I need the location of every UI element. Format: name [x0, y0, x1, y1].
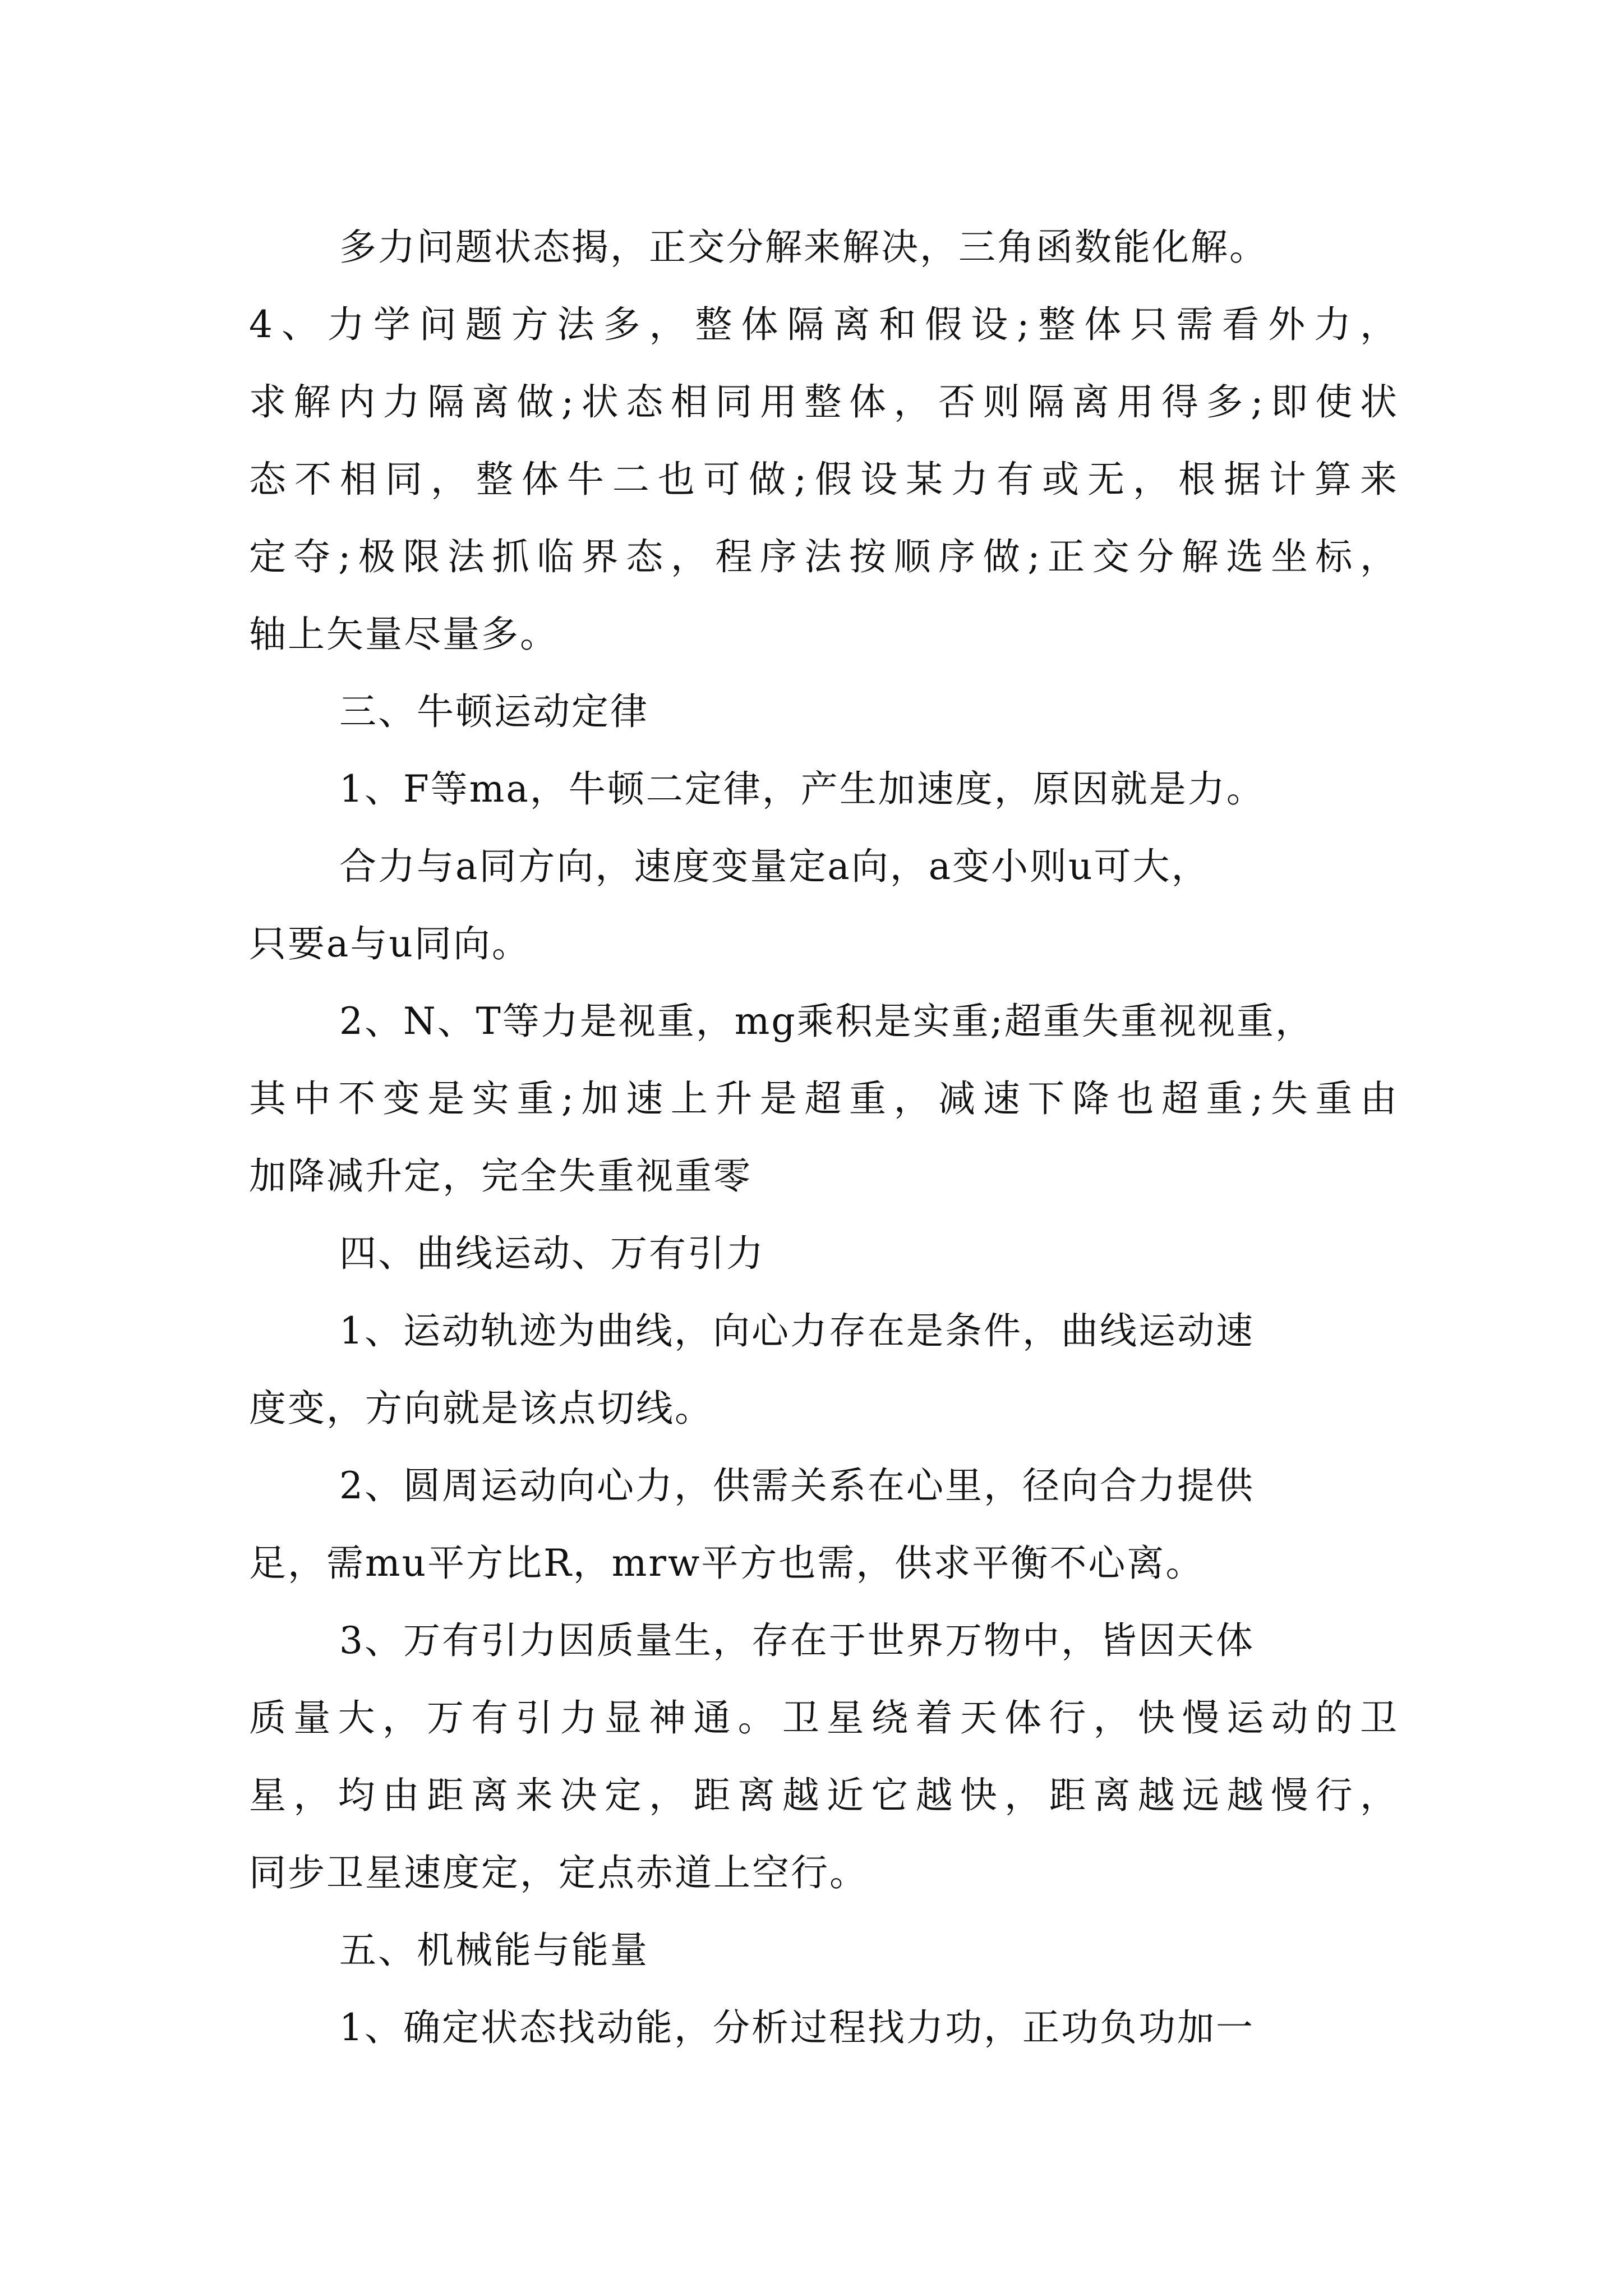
text-line: 4、力学问题方法多，整体隔离和假设;整体只需看外力， — [249, 303, 1399, 346]
text-line: 态不相同，整体牛二也可做;假设某力有或无，根据计算来 — [249, 458, 1399, 501]
text-line: 多力问题状态揭，正交分解来解决，三角函数能化解。 — [339, 226, 1268, 269]
text-line: 度变，方向就是该点切线。 — [249, 1387, 713, 1430]
text-line: 轴上矢量尽量多。 — [249, 613, 559, 656]
text-line: 其中不变是实重;加速上升是超重，减速下降也超重;失重由 — [249, 1077, 1399, 1120]
text-line: 求解内力隔离做;状态相同用整体，否则隔离用得多;即使状 — [249, 380, 1399, 424]
section-heading: 四、曲线运动、万有引力 — [339, 1232, 765, 1275]
text-line: 2、圆周运动向心力，供需关系在心里，径向合力提供 — [339, 1464, 1255, 1507]
section-heading: 三、牛顿运动定律 — [339, 690, 649, 733]
text-line: 只要a与u同向。 — [249, 922, 531, 965]
text-line: 质量大，万有引力显神通。卫星绕着天体行，快慢运动的卫 — [249, 1696, 1399, 1740]
section-heading: 五、机械能与能量 — [339, 1929, 649, 1972]
text-line: 1、确定状态找动能，分析过程找力功，正功负功加一 — [339, 2006, 1255, 2049]
text-line: 同步卫星速度定，定点赤道上空行。 — [249, 1851, 868, 1894]
text-line: 2、N、T等力是视重，mg乘积是实重;超重失重视视重， — [339, 1000, 1314, 1043]
text-line: 合力与a同方向，速度变量定a向，a变小则u可大， — [339, 845, 1210, 888]
text-line: 加降减升定，完全失重视重零 — [249, 1154, 752, 1198]
text-line: 1、F等ma，牛顿二定律，产生加速度，原因就是力。 — [339, 767, 1265, 811]
text-line: 3、万有引力因质量生，存在于世界万物中，皆因天体 — [339, 1619, 1255, 1662]
text-line: 定夺;极限法抓临界态，程序法按顺序做;正交分解选坐标， — [249, 535, 1399, 578]
text-line: 足，需mu平方比R，mrw平方也需，供求平衡不心离。 — [249, 1542, 1205, 1585]
text-line: 星，均由距离来决定，距离越近它越快，距离越远越慢行， — [249, 1774, 1399, 1817]
text-line: 1、运动轨迹为曲线，向心力存在是条件，曲线运动速 — [339, 1309, 1255, 1352]
